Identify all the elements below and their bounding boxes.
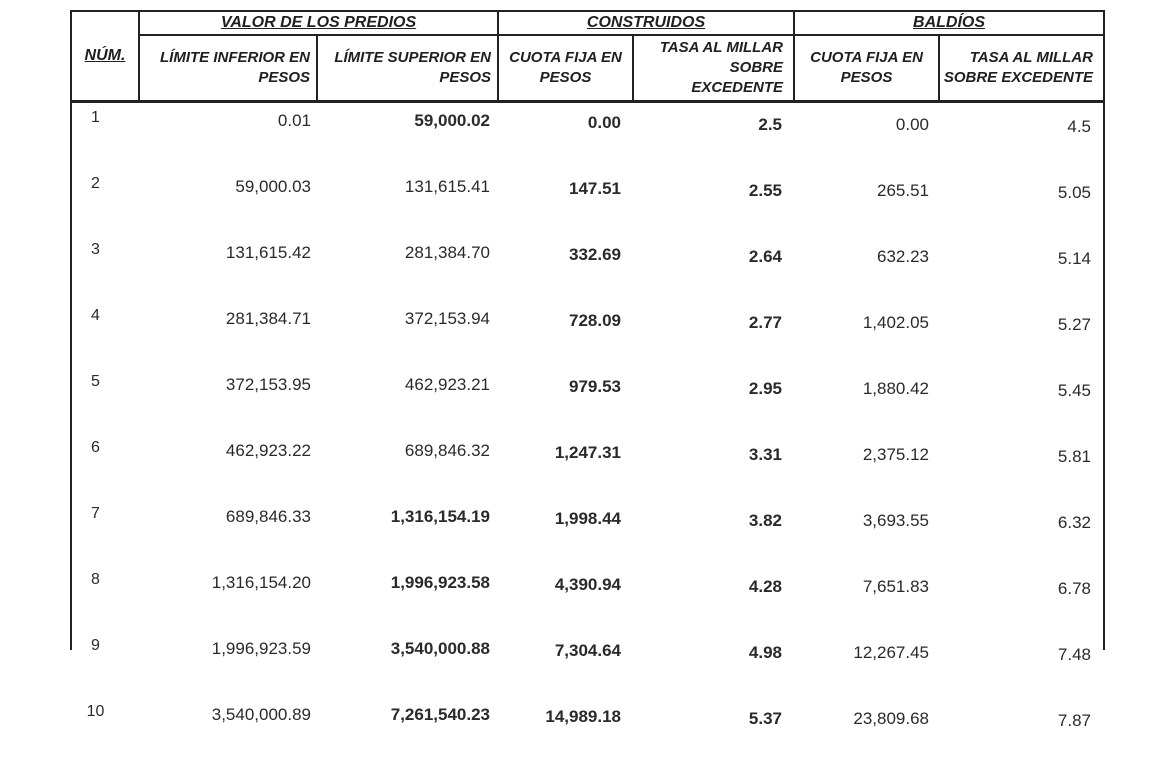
- row-number: 6: [91, 439, 100, 456]
- limite-inferior-cell: 281,384.71: [225, 309, 311, 328]
- cuota-fija-construidos-cell: 332.69: [569, 245, 621, 264]
- header-sub-row: [72, 35, 1103, 102]
- tasa-baldios-cell: 7.87: [1057, 711, 1092, 730]
- table-row: [72, 697, 1103, 763]
- tasa-baldios-cell: 6.78: [1057, 579, 1092, 598]
- limite-superior-cell: 131,615.41: [404, 177, 490, 196]
- tasa-construidos-cell: 2.55: [748, 181, 783, 200]
- tasa-construidos-cell: 3.82: [748, 511, 783, 530]
- limite-superior-cell: 1,316,154.19: [390, 507, 490, 526]
- tasa-construidos-cell: 2.95: [748, 379, 783, 398]
- limite-superior-cell: 1,996,923.58: [390, 573, 490, 592]
- tasa-construidos-cell: 2.64: [748, 247, 783, 266]
- construidos-header: CONSTRUIDOS: [498, 12, 794, 35]
- limite-inferior-cell: 372,153.95: [225, 375, 311, 394]
- cuota-fija-baldios-cell: 632.23: [877, 247, 930, 266]
- tasa-baldios-cell: 5.81: [1057, 447, 1092, 466]
- tasa-baldios-cell: 7.48: [1057, 645, 1092, 664]
- cuota-fija-construidos-cell: 1,998.44: [554, 509, 621, 528]
- tasa-baldios-cell: 5.27: [1057, 315, 1092, 334]
- cuota-fija-construidos-cell: 979.53: [569, 377, 621, 396]
- cuota-fija-construidos-cell: 4,390.94: [554, 575, 621, 594]
- table-row: [72, 301, 1103, 367]
- cuota-fija-baldios-cell: 2,375.12: [862, 445, 930, 464]
- tasa-construidos-header: TASA AL MILLAR SOBRE EXCEDENTE: [633, 35, 794, 102]
- table-row: [72, 433, 1103, 499]
- cuota-fija-baldios-header: CUOTA FIJA EN PESOS: [794, 35, 939, 102]
- cuota-fija-construidos-cell: 728.09: [569, 311, 621, 330]
- tasa-baldios-cell: 5.14: [1057, 249, 1092, 268]
- row-number: 10: [86, 703, 105, 720]
- limite-superior-cell: 59,000.02: [414, 111, 490, 130]
- row-number: 2: [91, 175, 100, 192]
- tariff-table: [72, 12, 1103, 763]
- limite-inferior-cell: 462,923.22: [225, 441, 311, 460]
- cuota-fija-construidos-cell: 1,247.31: [554, 443, 621, 462]
- tasa-baldios-cell: 5.05: [1057, 183, 1092, 202]
- limite-inferior-header: LÍMITE INFERIOR EN PESOS: [139, 35, 317, 102]
- tasa-construidos-cell: 2.5: [758, 115, 783, 134]
- cuota-fija-baldios-cell: 7,651.83: [862, 577, 930, 596]
- cuota-fija-baldios-cell: 0.00: [895, 115, 930, 134]
- tasa-construidos-cell: 5.37: [748, 709, 783, 728]
- row-number: 9: [91, 637, 100, 654]
- table-row: [72, 499, 1103, 565]
- limite-superior-cell: 462,923.21: [404, 375, 490, 394]
- row-number: 5: [91, 373, 100, 390]
- cuota-fija-construidos-cell: 7,304.64: [554, 641, 621, 660]
- cuota-fija-baldios-cell: 23,809.68: [853, 709, 930, 728]
- limite-superior-header: LÍMITE SUPERIOR EN PESOS: [317, 35, 498, 102]
- cuota-fija-baldios-cell: 1,880.42: [862, 379, 930, 398]
- tasa-construidos-cell: 4.98: [748, 643, 783, 662]
- row-number: 3: [91, 241, 100, 258]
- limite-inferior-cell: 0.01: [277, 111, 311, 130]
- limite-inferior-cell: 3,540,000.89: [211, 705, 311, 724]
- tasa-construidos-cell: 4.28: [748, 577, 783, 596]
- header-group-row: [72, 12, 1103, 35]
- tasa-baldios-header: TASA AL MILLAR SOBRE EXCEDENTE: [939, 35, 1103, 102]
- limite-inferior-cell: 689,846.33: [225, 507, 311, 526]
- limite-superior-cell: 372,153.94: [404, 309, 490, 328]
- table-row: [72, 235, 1103, 301]
- table-row: [72, 631, 1103, 697]
- table-row: [72, 102, 1103, 170]
- num-header: NÚM.: [72, 12, 139, 102]
- limite-inferior-cell: 131,615.42: [225, 243, 311, 262]
- table-row: [72, 169, 1103, 235]
- row-number: 1: [91, 109, 100, 126]
- tasa-baldios-cell: 6.32: [1057, 513, 1092, 532]
- limite-superior-cell: 689,846.32: [404, 441, 490, 460]
- cuota-fija-baldios-cell: 265.51: [877, 181, 930, 200]
- limite-inferior-cell: 59,000.03: [235, 177, 311, 196]
- cuota-fija-baldios-cell: 1,402.05: [862, 313, 930, 332]
- tasa-baldios-cell: 4.5: [1067, 117, 1092, 136]
- limite-superior-cell: 7,261,540.23: [390, 705, 490, 724]
- limite-superior-cell: 3,540,000.88: [390, 639, 490, 658]
- cuota-fija-baldios-cell: 12,267.45: [853, 643, 930, 662]
- row-number: 4: [91, 307, 100, 324]
- tasa-baldios-cell: 5.45: [1057, 381, 1092, 400]
- baldios-header: BALDÍOS: [794, 12, 1103, 35]
- row-number: 8: [91, 571, 100, 588]
- valor-predios-header: VALOR DE LOS PREDIOS: [139, 12, 498, 35]
- tasa-construidos-cell: 2.77: [748, 313, 783, 332]
- cuota-fija-construidos-header: CUOTA FIJA EN PESOS: [498, 35, 633, 102]
- cuota-fija-construidos-cell: 147.51: [569, 179, 621, 198]
- table-row: [72, 565, 1103, 631]
- limite-inferior-cell: 1,996,923.59: [211, 639, 311, 658]
- cuota-fija-construidos-cell: 14,989.18: [545, 707, 621, 726]
- tariff-table-container: [70, 10, 1105, 730]
- limite-inferior-cell: 1,316,154.20: [211, 573, 311, 592]
- cuota-fija-construidos-cell: 0.00: [587, 113, 621, 132]
- tasa-construidos-cell: 3.31: [748, 445, 783, 464]
- limite-superior-cell: 281,384.70: [404, 243, 490, 262]
- row-number: 7: [91, 505, 100, 522]
- table-row: [72, 367, 1103, 433]
- cuota-fija-baldios-cell: 3,693.55: [862, 511, 930, 530]
